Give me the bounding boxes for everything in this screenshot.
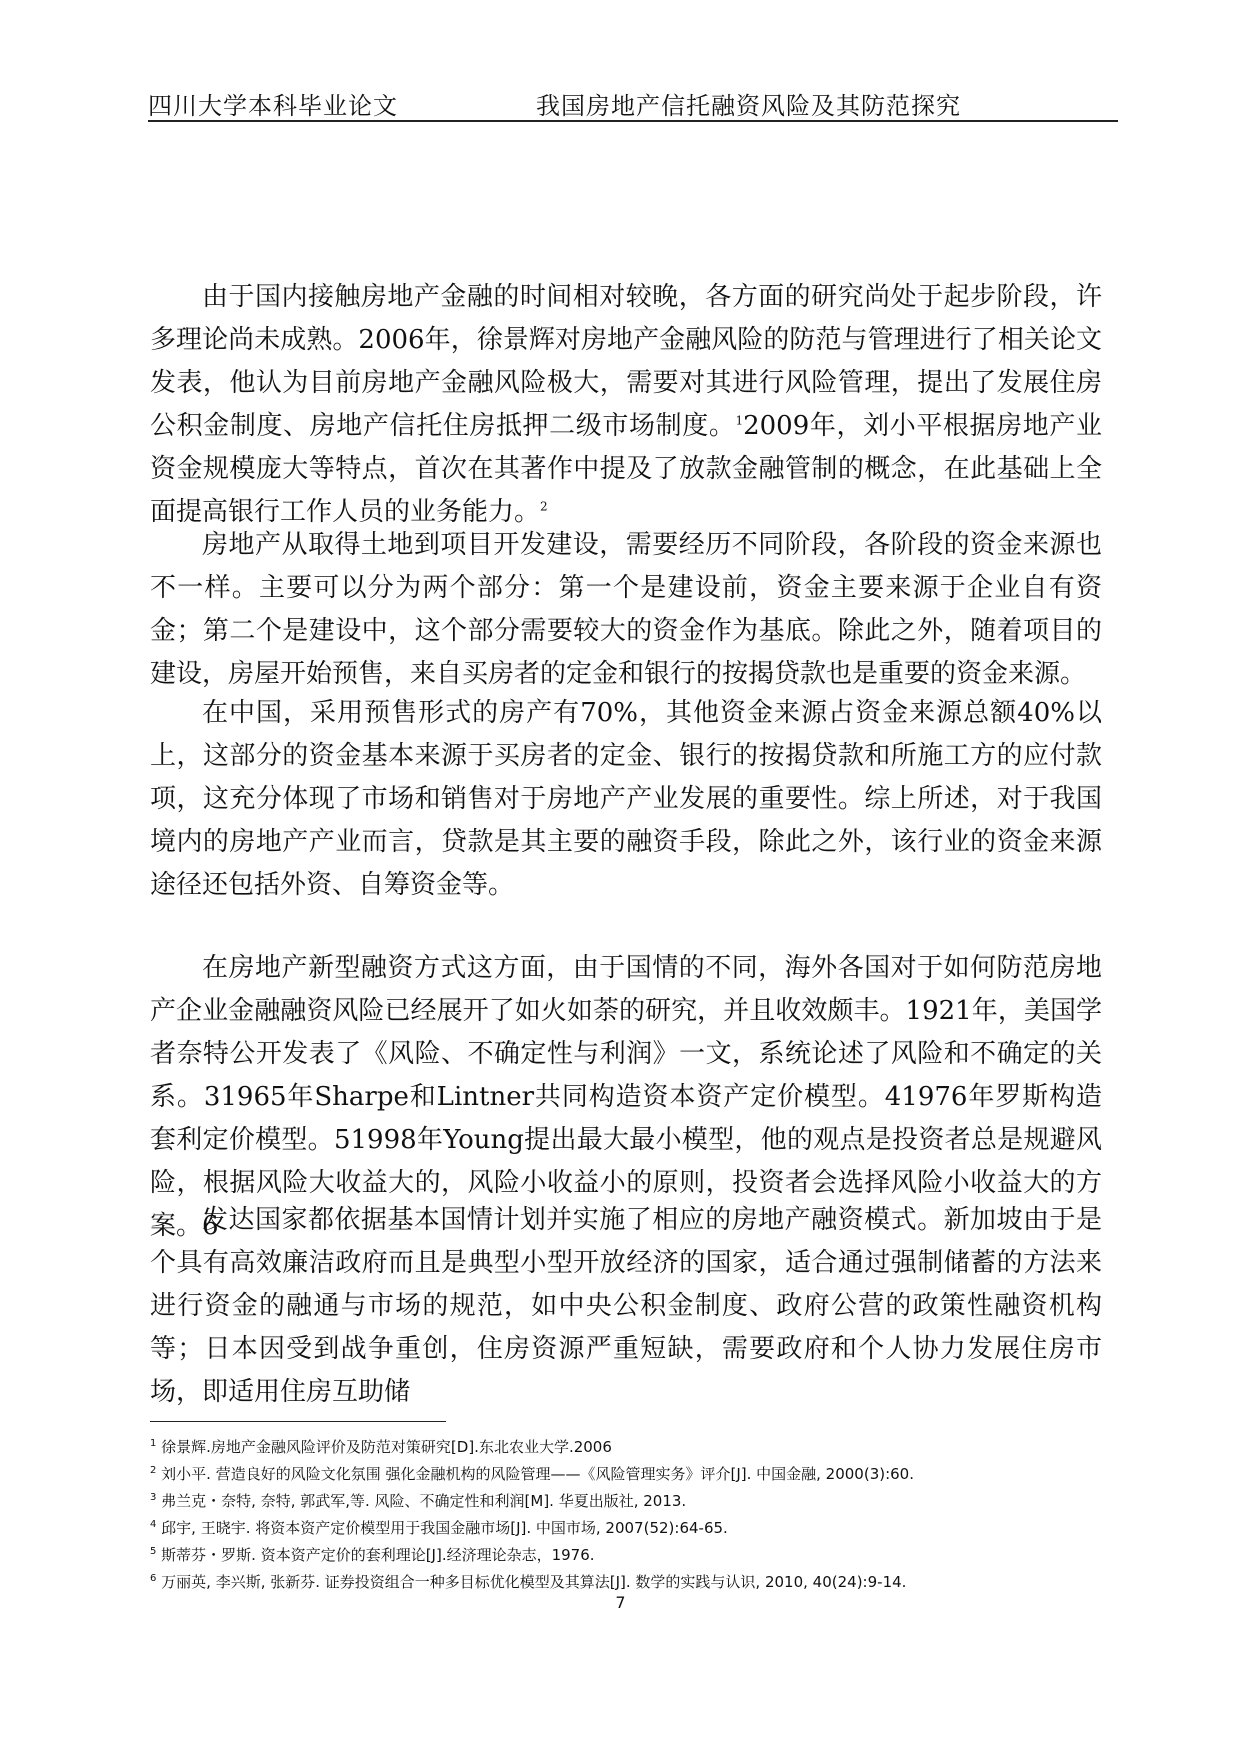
footnote-number: 4	[150, 1519, 157, 1530]
footnote-item	[150, 1434, 1110, 1461]
footnote-ref-2[interactable]: 2	[540, 499, 548, 514]
footnote-number: 3	[150, 1492, 157, 1503]
footnote-item	[150, 1569, 1110, 1596]
footnote-item	[150, 1542, 1110, 1569]
footnote-text: 徐景辉.房地产金融风险评价及防范对策研究[D].东北农业大学.2006	[161, 1438, 612, 1456]
footnote-number: 5	[150, 1546, 157, 1557]
footnote-text: 万丽英, 李兴斯, 张新芬. 证券投资组合一种多目标优化模型及其算法[J]. 数学的实践与认识, 2010, 40(24):9-14.	[161, 1573, 907, 1591]
footnote-number: 2	[150, 1465, 157, 1476]
body-paragraph-3: 在中国，采用预售形式的房产有70%，其他资金来源占资金来源总额40%以上，这部分的资金基本来源于买房者的定金、银行的按揭贷款和所施工方的应付款项，这充分体现了市场和销售对于房地产产业发展的重要性。综上所述，对于我国境内的房地产产业而言，贷款是其主要的融资手段，除此之外，该行业的资金来源途径还包括外资、自筹资金等。	[150, 698, 1102, 900]
footnote-number: 1	[150, 1438, 157, 1449]
footnote-text: 弗兰克・奈特, 奈特, 郭武军,等. 风险、不确定性和利润[M]. 华夏出版社, 2013.	[161, 1492, 687, 1510]
body-paragraph-2: 房地产从取得土地到项目开发建设，需要经历不同阶段，各阶段的资金来源也不一样。主要可以分为两个部分：第一个是建设前，资金主要来源于企业自有资金；第二个是建设中，这个部分需要较大的资金作为基底。除此之外，随着项目的建设，房屋开始预售，来自买房者的定金和银行的按揭贷款也是重要的资金来源。	[150, 530, 1102, 689]
header-thesis-label: 四川大学本科毕业论文	[148, 92, 398, 120]
footnotes-list	[150, 1434, 1110, 1596]
footnote-text: 斯蒂芬・罗斯. 资本资产定价的套利理论[J].经济理论杂志，1976.	[161, 1546, 595, 1564]
page-header	[148, 86, 1118, 122]
footnote-number: 6	[150, 1573, 157, 1584]
footnote-separator	[150, 1421, 446, 1422]
footnote-ref-1[interactable]: 1	[735, 413, 744, 428]
body-paragraph-4: 在房地产新型融资方式这方面，由于国情的不同，海外各国对于如何防范房地产企业金融融资风险已经展开了如火如荼的研究，并且收效颇丰。1921年，美国学者奈特公开发表了《风险、不确定性与利润》一文，系统论述了风险和不确定的关系。31965年Sharpe和Lintner共同构造资本资产定价模型。41976年罗斯构造套利定价模型。51998年Young提出最大最小模型，他的观点是投资者总是规避风险，根据风险大收益大的，风险小收益小的原则，投资者会选择风险小收益大的方案。6	[150, 953, 1102, 1241]
footnote-item	[150, 1488, 1110, 1515]
footnote-item	[150, 1461, 1110, 1488]
page-number: 7	[615, 1593, 626, 1612]
paragraph-text: 由于国内接触房地产金融的时间相对较晚，各方面的研究尚处于起步阶段，许多理论尚未成熟。2006年，徐景辉对房地产金融风险的防范与管理进行了相关论文发表，他认为目前房地产金融风险极大，需要对其进行风险管理，提出了发展住房公积金制度、房地产信托住房抵押二级市场制度。	[150, 282, 1102, 441]
footnote-text: 邱宇, 王晓宇. 将资本资产定价模型用于我国金融市场[J]. 中国市场, 2007(52):64-65.	[161, 1519, 728, 1537]
header-thesis-title: 我国房地产信托融资风险及其防范探究	[536, 92, 961, 120]
body-paragraph-5: 发达国家都依据基本国情计划并实施了相应的房地产融资模式。新加坡由于是个具有高效廉洁政府而且是典型小型开放经济的国家，适合通过强制储蓄的方法来进行资金的融通与市场的规范，如中央公积金制度、政府公营的政策性融资机构等；日本因受到战争重创，住房资源严重短缺，需要政府和个人协力发展住房市场，即适用住房互助储	[150, 1205, 1102, 1407]
footnote-item	[150, 1515, 1110, 1542]
body-paragraph-1	[150, 276, 1102, 534]
footnote-text: 刘小平. 营造良好的风险文化氛围 强化金融机构的风险管理——《风险管理实务》评介[J]. 中国金融, 2000(3):60.	[161, 1465, 914, 1483]
paragraph-text: 2009年，刘小平根据房地产业资金规模庞大等特点，首次在其著作中提及了放款金融管制的概念，在此基础上全面提高银行工作人员的业务能力。	[150, 411, 1102, 527]
